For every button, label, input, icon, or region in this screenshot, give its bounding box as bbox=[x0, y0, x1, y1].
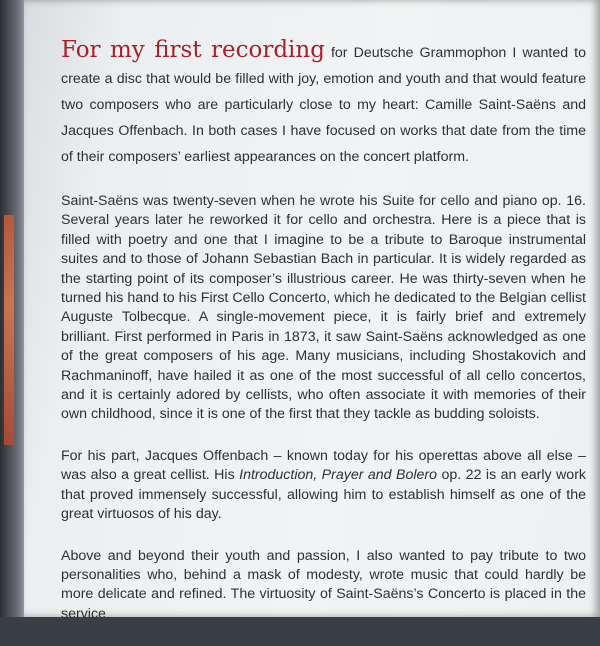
article-body bbox=[61, 38, 586, 646]
offenbach-text-end: op. 22 is an early work that proved immensely successful, allowing him to establish himself as one of the great virtuosos of his day. bbox=[61, 467, 587, 523]
offenbach-text-start: For his part, Jacques Offenbach – known today for his operettas above all else – was also a great cellist. His bbox=[61, 447, 586, 484]
lead-heading: For my first recording bbox=[61, 37, 325, 63]
intro-text: for Deutsche Grammophon I wanted to create a disc that would be filled with joy, emotion and youth and that would feature two composers who are particularly close to my heart: Camille Saint-Saëns and Jacques Offenbach. In both cases I have focused on works that date from the time of their composers’ earliest appearances on the concert platform. bbox=[61, 45, 586, 165]
paragraph-intro bbox=[61, 38, 586, 170]
work-title: Introduction, Prayer and Bolero bbox=[239, 467, 438, 484]
paragraph-offenbach bbox=[61, 447, 586, 525]
paragraph-tribute: Above and beyond their youth and passion, I also wanted to pay tribute to two personalities who, behind a mask of modesty, wrote music that could hardly be more delicate and refined. The virtuosity of Saint-Saëns’s Concerto is placed in the service bbox=[61, 547, 586, 622]
paragraph-saint-saens: Saint-Saëns was twenty-seven when he wrote his Suite for cello and piano op. 16. Several years later he reworked it for cello and orchestra. Here is a piece that is filled with poetry and one that I imagine to be a tribute to Baroque instrumental suites and to those of Johann Sebastian Bach in particular. It is widely regarded as the starting point of its composer’s illustrious career. He was thirty-seven when he turned his hand to his First Cello Concerto, which he dedicated to the Belgian cellist Auguste Tolbecque. A single-movement piece, it is fairly brief and extremely brilliant. First performed in Paris in 1873, it saw Saint-Saëns acknowledged as one of the great composers of his age. Many musicians, including Shostakovich and Rachmaninoff, have hailed it as one of the most successful of all cello concertos, and it is certainly adored by cellists, who often associate it with memories of their own childhood, since it is one of the first that they tackle as budding soloists. bbox=[61, 193, 586, 423]
booklet-page bbox=[24, 0, 600, 622]
cover-edge-accent bbox=[4, 215, 14, 445]
